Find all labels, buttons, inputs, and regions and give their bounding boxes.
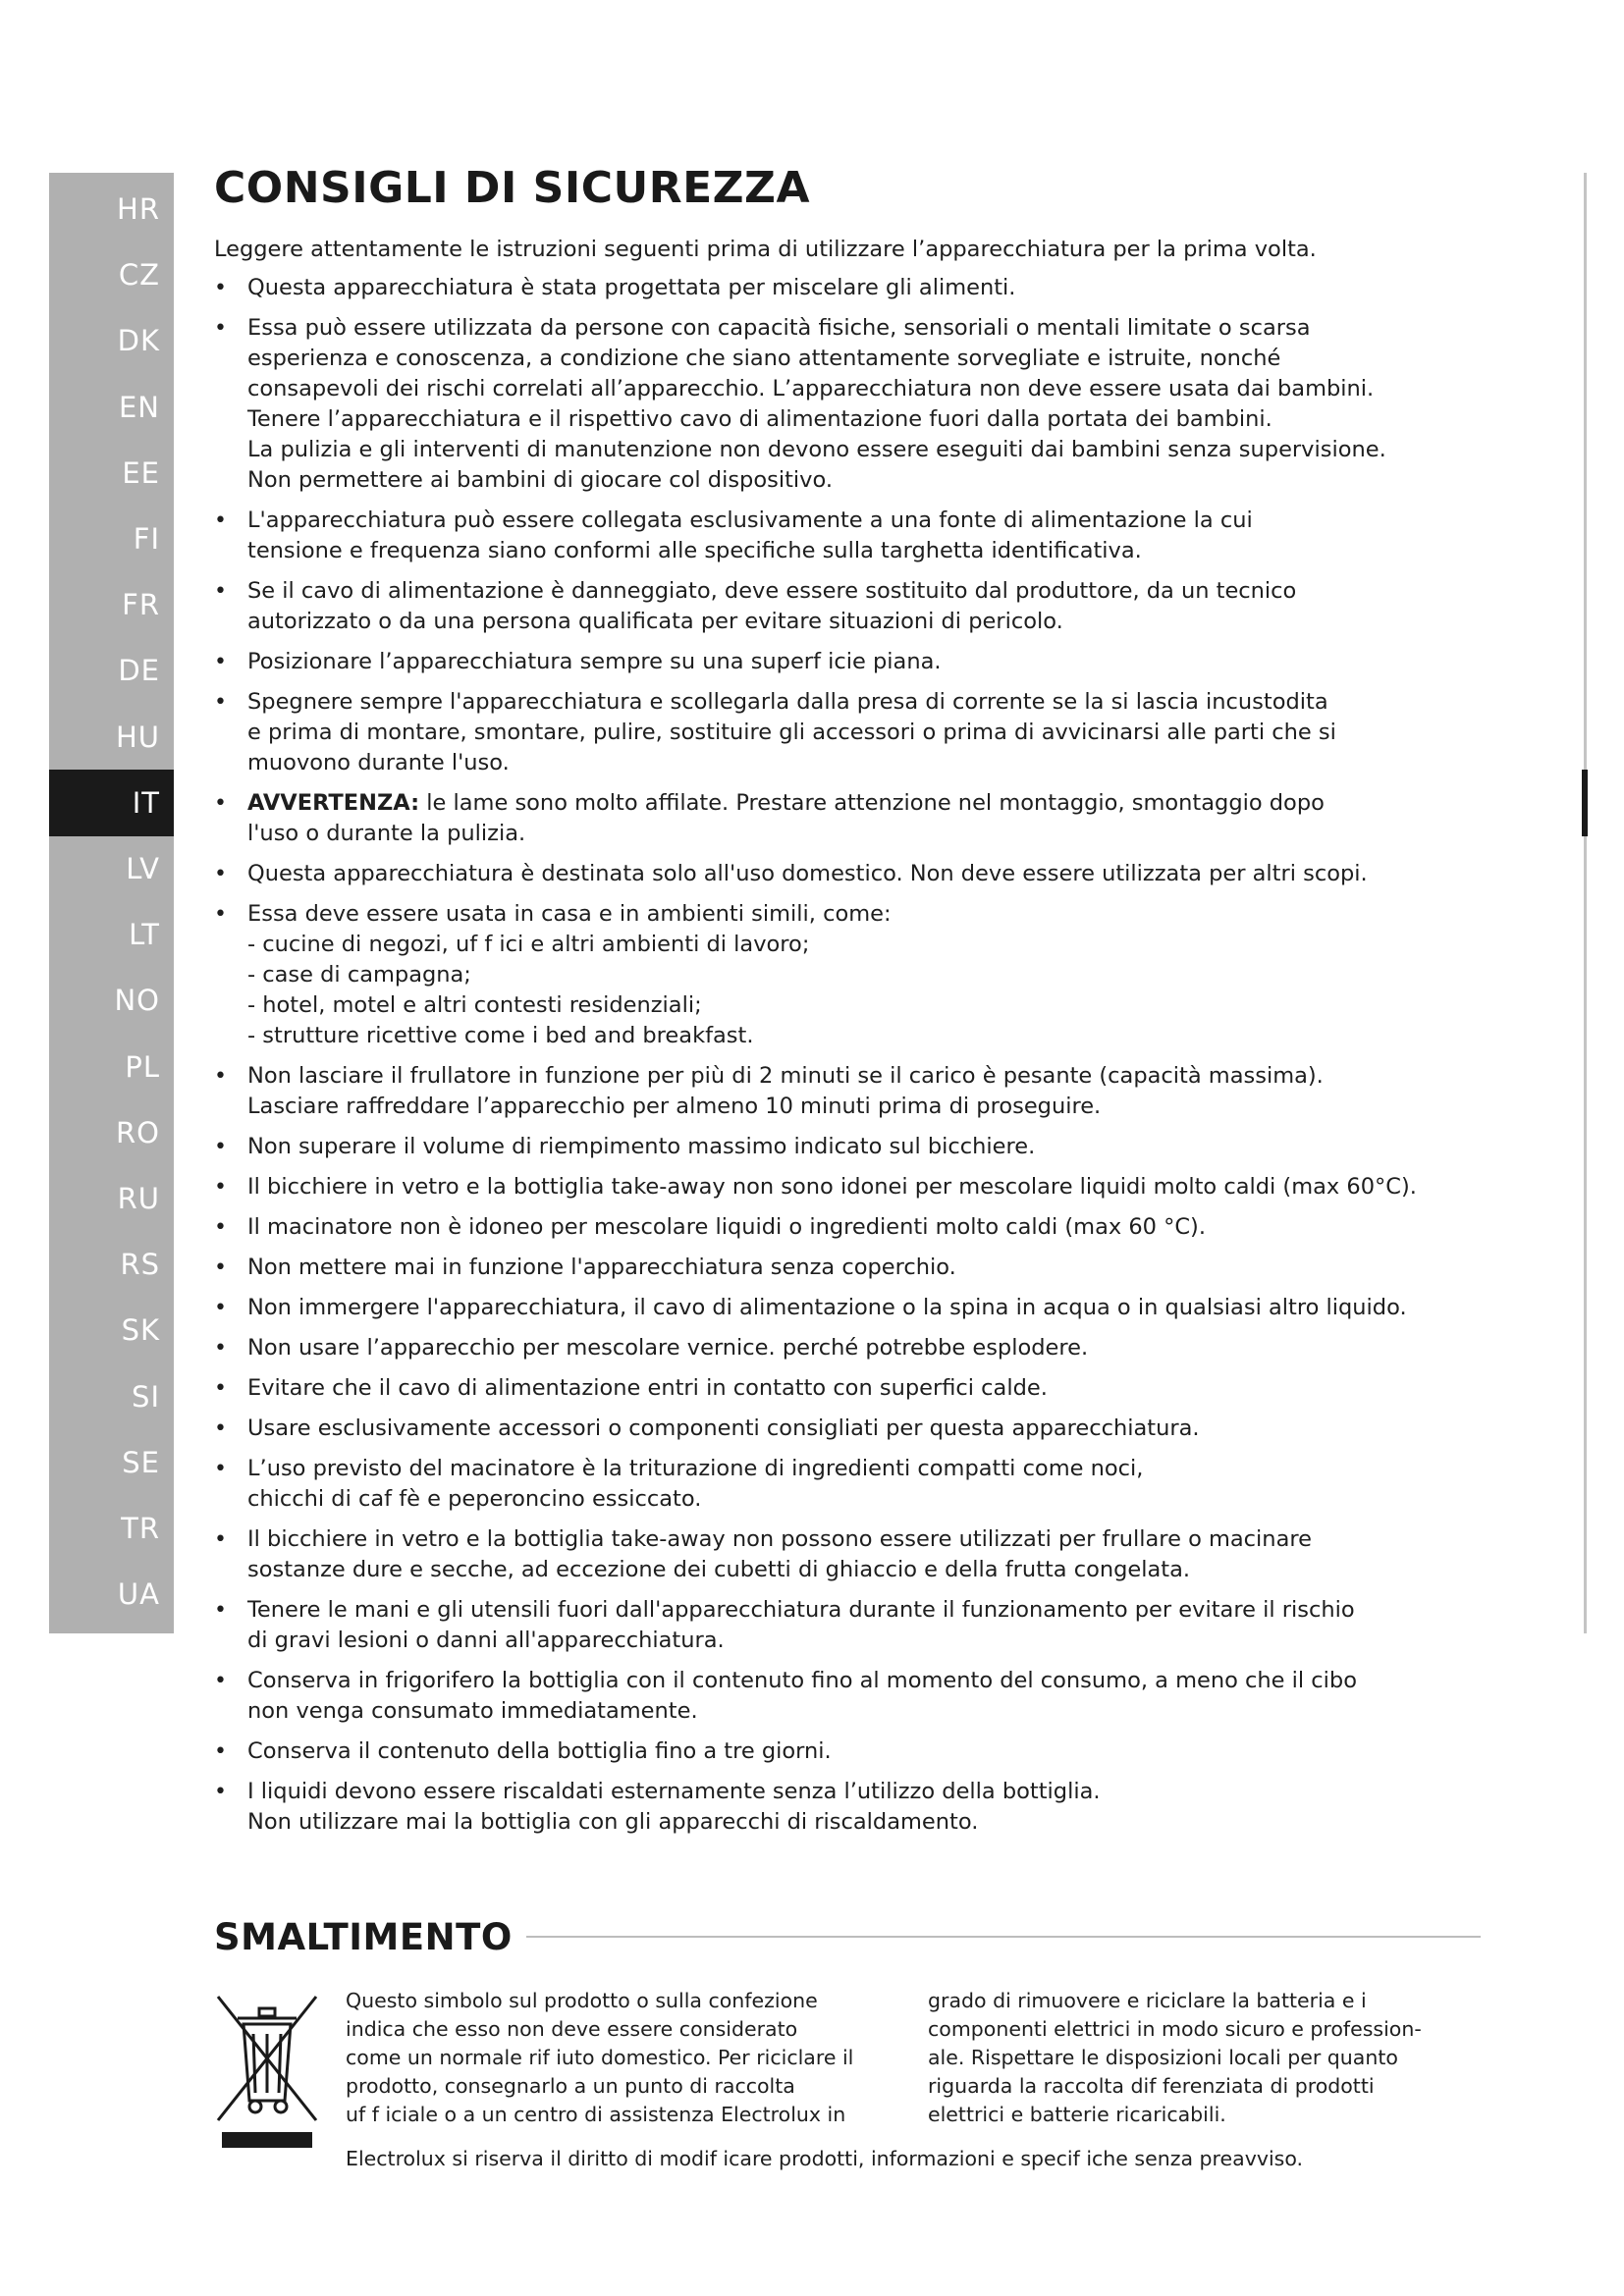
disposal-rule — [526, 1936, 1481, 1938]
safety-item-warning: • AVVERTENZA: le lame sono molto affilate. Prestare attenzione nel montaggio, smontaggio dopo l'uso o durante la pulizia. — [214, 790, 1325, 846]
language-tab-lv[interactable]: LV — [126, 852, 160, 885]
safety-item: • Usare esclusivamente accessori o componenti consigliati per questa apparecchiatura. — [214, 1415, 1200, 1441]
safety-item: • Se il cavo di alimentazione è danneggiato, deve essere sostituito dal produttore, da un tecnico autorizzato o da una persona qualificata per evitare situazioni di pericolo. — [214, 578, 1297, 634]
language-tab-it[interactable]: IT — [132, 785, 160, 820]
safety-item: • Non mettere mai in funzione l'apparecchiatura senza coperchio. — [214, 1255, 956, 1280]
language-tab-ee[interactable]: EE — [122, 455, 160, 490]
warning-label: AVVERTENZA: — [247, 790, 420, 816]
language-tab-hr[interactable]: HR — [117, 192, 160, 226]
disposal-title: SMALTIMENTO — [214, 1915, 513, 1958]
language-tab-de[interactable]: DE — [118, 654, 160, 688]
safety-item: • Tenere le mani e gli utensili fuori dall'apparecchiatura durante il funzionamento per evitare il rischio di gravi lesioni o danni all'apparecchiatura. — [214, 1597, 1355, 1653]
safety-item: • Il macinatore non è idoneo per mescolare liquidi o ingredienti molto caldi (max 60 °C). — [214, 1214, 1206, 1240]
language-tab-ro[interactable]: RO — [116, 1115, 160, 1149]
language-tab-lt[interactable]: LT — [129, 918, 160, 952]
safety-item: • Non immergere l'apparecchiatura, il cavo di alimentazione o la spina in acqua o in qualsiasi altro liquido. — [214, 1295, 1407, 1320]
safety-item: • Non lasciare il frullatore in funzione per più di 2 minuti se il carico è pesante (capacità massima). Lasciare raffreddare l’apparecchio per almeno 10 minuti prima di proseguire. — [214, 1063, 1324, 1119]
safety-item: • L’uso previsto del macinatore è la triturazione di ingredienti compatti come noci, chicchi di caf fè e peperoncino essiccato. — [214, 1456, 1144, 1512]
right-edge-rule — [1584, 173, 1587, 1633]
language-tab-cz[interactable]: CZ — [118, 258, 160, 293]
safety-item: • Essa deve essere usata in casa e in ambienti simili, come: - cucine di negozi, uf f ici e altri ambienti di lavoro; - case di campagna; - hotel, motel e altri contesti residenziali; - strutture ricettive come i bed and breakfast. — [214, 901, 892, 1048]
language-tab-se[interactable]: SE — [122, 1445, 160, 1479]
language-tab-sk[interactable]: SK — [121, 1313, 160, 1348]
safety-item: • Conserva il contenuto della bottiglia fino a tre giorni. — [214, 1738, 832, 1764]
disposal-text-column-2: grado di rimuovere e riciclare la batteria e i componenti elettrici in modo sicuro e profession- ale. Rispettare le disposizioni locali per quanto riguarda la raccolta dif ferenziata di prodotti elettrici e batterie ricaricabili. — [928, 1989, 1422, 2126]
safety-intro: Leggere attentamente le istruzioni seguenti prima di utilizzare l’apparecchiatura per la prima volta. — [214, 237, 1317, 262]
safety-item: • Il bicchiere in vetro e la bottiglia take-away non possono essere utilizzati per frullare o macinare sostanze dure e secche, ad eccezione dei cubetti di ghiaccio e della frutta congelata. — [214, 1526, 1312, 1582]
page-title: CONSIGLI DI SICUREZZA — [214, 163, 811, 213]
language-tab-ru[interactable]: RU — [117, 1182, 160, 1215]
safety-list — [214, 273, 1500, 1838]
disclaimer-note: Electrolux si riserva il diritto di modif icare prodotti, informazioni e specif iche senza preavviso. — [346, 2147, 1304, 2170]
safety-item: • Non superare il volume di riempimento massimo indicato sul bicchiere. — [214, 1134, 1036, 1159]
language-tab-en[interactable]: EN — [118, 390, 160, 424]
safety-item: • Posizionare l’apparecchiatura sempre su una superf icie piana. — [214, 649, 942, 674]
right-edge-marker — [1582, 770, 1588, 836]
safety-item: • Non usare l’apparecchio per mescolare vernice. perché potrebbe esplodere. — [214, 1335, 1089, 1361]
safety-item: • Conserva in frigorifero la bottiglia con il contenuto fino al momento del consumo, a meno che il cibo non venga consumato immediatamente. — [214, 1668, 1357, 1724]
language-tab-tr[interactable]: TR — [121, 1512, 160, 1545]
safety-section — [214, 163, 1500, 1847]
safety-item: • Il bicchiere in vetro e la bottiglia take-away non sono idonei per mescolare liquidi molto caldi (max 60°C). — [214, 1174, 1417, 1200]
language-tab-si[interactable]: SI — [132, 1379, 160, 1414]
safety-item: • Essa può essere utilizzata da persone con capacità fisiche, sensoriali o mentali limitate o scarsa esperienza e conoscenza, a condizione che siano attentamente sorvegliate e istruite, nonché consapevoli dei rischi correlati all’apparecchio. L’apparecchiatura non deve essere usata dai bambini. Tenere l’apparecchiatura e il rispettivo cavo di alimentazione fuori dalla portata dei bambini. La pulizia e gli interventi di manutenzione non devono essere eseguiti dai bambini senza supervisione. Non permettere ai bambini di giocare col dispositivo. — [214, 315, 1386, 493]
safety-item: • Questa apparecchiatura è stata progettata per miscelare gli alimenti. — [214, 275, 1016, 300]
crossed-out-wheelie-bin-icon — [214, 1991, 320, 2150]
safety-item: • I liquidi devono essere riscaldati esternamente senza l’utilizzo della bottiglia. Non utilizzare mai la bottiglia con gli apparecchi di riscaldamento. — [214, 1779, 1101, 1835]
disposal-heading — [214, 1912, 1481, 1961]
language-tab-fr[interactable]: FR — [122, 588, 160, 622]
language-tab-ua[interactable]: UA — [117, 1577, 160, 1612]
language-tab-dk[interactable]: DK — [117, 324, 160, 358]
language-tab-hu[interactable]: HU — [115, 720, 160, 754]
safety-item: • Spegnere sempre l'apparecchiatura e scollegarla dalla presa di corrente se la si lascia incustodita e prima di montare, smontare, pulire, sostituire gli accessori o prima di avvicinarsi alle parti che si muovono durante l'uso. — [214, 689, 1336, 775]
language-tab-pl[interactable]: PL — [125, 1049, 160, 1084]
language-tab-fi[interactable]: FI — [133, 522, 160, 556]
disposal-text-column-1: Questo simbolo sul prodotto o sulla confezione indica che esso non deve essere considerato come un normale rif iuto domestico. Per riciclare il prodotto, consegnarlo a un punto di raccolta uf f iciale o a un centro di assistenza Electrolux in — [346, 1989, 854, 2126]
safety-item: • Questa apparecchiatura è destinata solo all'uso domestico. Non deve essere utilizzata per altri scopi. — [214, 861, 1368, 886]
language-tab-no[interactable]: NO — [114, 984, 160, 1018]
safety-item: • L'apparecchiatura può essere collegata esclusivamente a una fonte di alimentazione la cui tensione e frequenza siano conformi alle specifiche sulla targhetta identificativa. — [214, 507, 1253, 563]
language-tab-rs[interactable]: RS — [120, 1248, 160, 1282]
safety-item: • Evitare che il cavo di alimentazione entri in contatto con superfici calde. — [214, 1375, 1048, 1401]
